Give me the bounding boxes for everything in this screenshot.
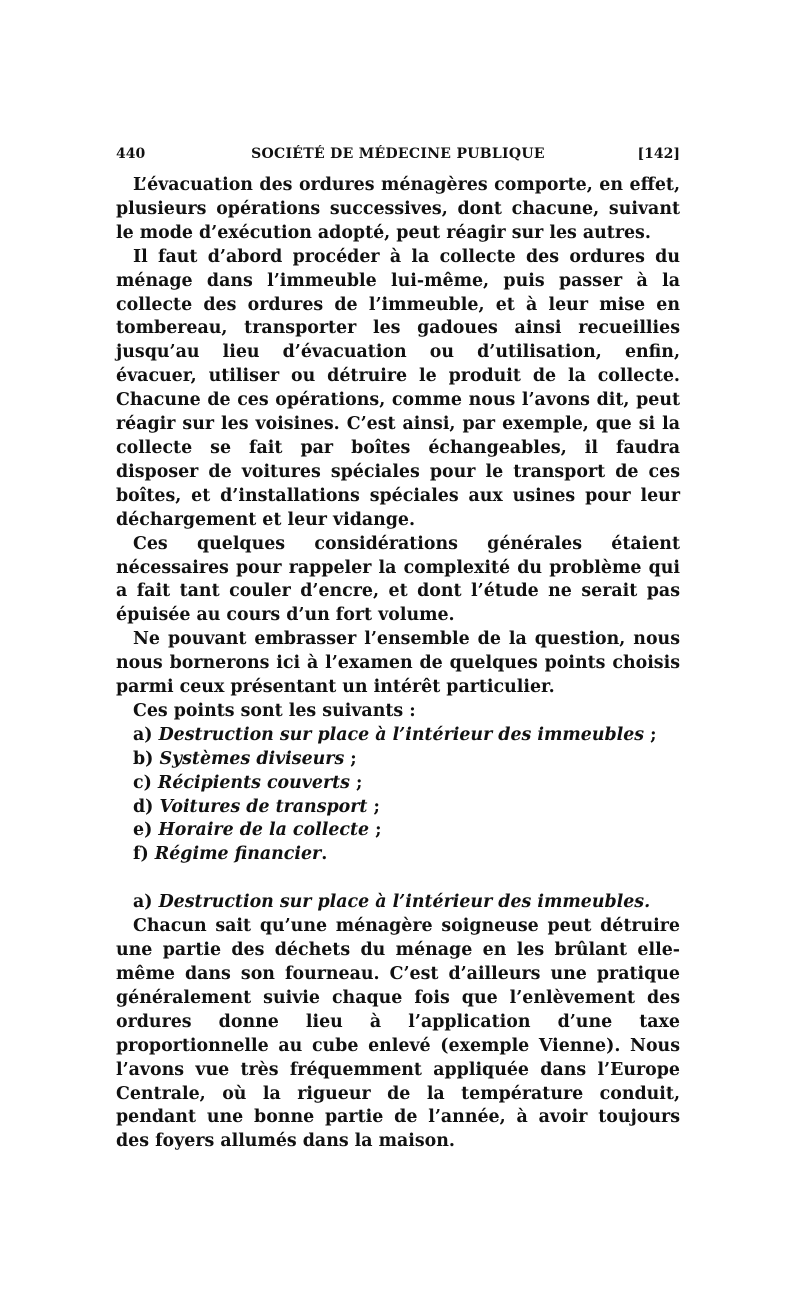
list-item-label: e) (133, 820, 153, 841)
list-item (116, 724, 680, 748)
list-item-label: a) (133, 724, 153, 745)
list-item-label: f) (133, 844, 149, 865)
section-heading (116, 891, 680, 915)
points-list (116, 724, 680, 867)
paragraph: Ces quelques considérations générales étaient nécessaires pour rappeler la complexité du problème qui a fait tant couler d’encre, et dont l’étude ne serait pas épuisée au cours d’un fort volume. (116, 533, 680, 626)
list-item-end: ; (369, 820, 382, 841)
list-item-end: ; (367, 796, 380, 817)
paragraph: Chacun sait qu’une ménagère soigneuse peut détruire une partie des déchets du ménage en les brûlant elle-même dans son fourneau. C’est d’ailleurs une pratique généralement suivie chaque fois que l’enlèvement des ordures donne lieu à l’application d’une taxe proportionnelle au cube enlevé (exemple Vienne). Nous l’avons vue très fréquemment appliquée dans l’Europe Centrale, où la rigueur de la température conduit, pendant une bonne partie de l’année, à avoir toujours des foyers allumés dans la maison. (116, 916, 680, 1152)
list-item-text: Récipients couverts (157, 772, 350, 793)
running-title: SOCIÉTÉ DE MÉDECINE PUBLIQUE (251, 146, 545, 162)
list-item (116, 819, 680, 843)
list-item (116, 748, 680, 772)
spacer (116, 867, 680, 891)
list-item-end: ; (344, 748, 357, 769)
list-item-label: c) (133, 772, 152, 793)
list-item-text: Horaire de la collecte (158, 820, 370, 841)
paragraph: L’évacuation des ordures ménagères comporte, en effet, plusieurs opérations successives, dont chacune, suivant le mode d’exécution adopté, peut réagir sur les autres. (116, 175, 680, 243)
list-item-label: d) (133, 796, 154, 817)
list-item-text: Régime financier (154, 844, 322, 865)
paragraph: Il faut d’abord procéder à la collecte des ordures du ménage dans l’immeuble lui-même, puis passer à la collecte des ordures de l’immeuble, et à leur mise en tombereau, transporter les gadoues ainsi recueillies jusqu’au lieu d’évacuation ou d’utilisation, enfin, évacuer, utiliser ou détruire le produit de la collecte. Chacune de ces opérations, comme nous l’avons dit, peut réagir sur les voisines. C’est ainsi, par exemple, que si la collecte se fait par boîtes échangeables, il faudra disposer de voitures spéciales pour le transport de ces boîtes, et d’installations spéciales aux usines pour leur déchargement et leur vidange. (116, 246, 680, 530)
list-item-label: b) (133, 748, 154, 769)
section-title: Destruction sur place à l’intérieur des immeubles. (158, 892, 651, 913)
list-item-end: ; (349, 772, 363, 793)
body-text (116, 174, 680, 1154)
list-item-text: Destruction sur place à l’intérieur des immeubles (158, 724, 645, 745)
paragraph: Ne pouvant embrasser l’ensemble de la question, nous nous bornerons ici à l’examen de quelques points choisis parmi ceux présentant un intérêt particulier. (116, 629, 680, 698)
page (116, 146, 680, 1154)
list-item-end: . (321, 844, 328, 865)
page-reference: [142] (637, 146, 680, 162)
list-item-text: Voitures de transport (159, 796, 368, 817)
list-item (116, 772, 680, 796)
section-label: a) (133, 892, 153, 913)
list-item (116, 796, 680, 820)
list-item (116, 843, 680, 867)
running-header (116, 146, 680, 170)
page-number: 440 (116, 146, 146, 162)
list-item-end: ; (644, 724, 657, 745)
list-intro: Ces points sont les suivants : (133, 700, 416, 721)
list-item-text: Systèmes diviseurs (159, 748, 345, 769)
